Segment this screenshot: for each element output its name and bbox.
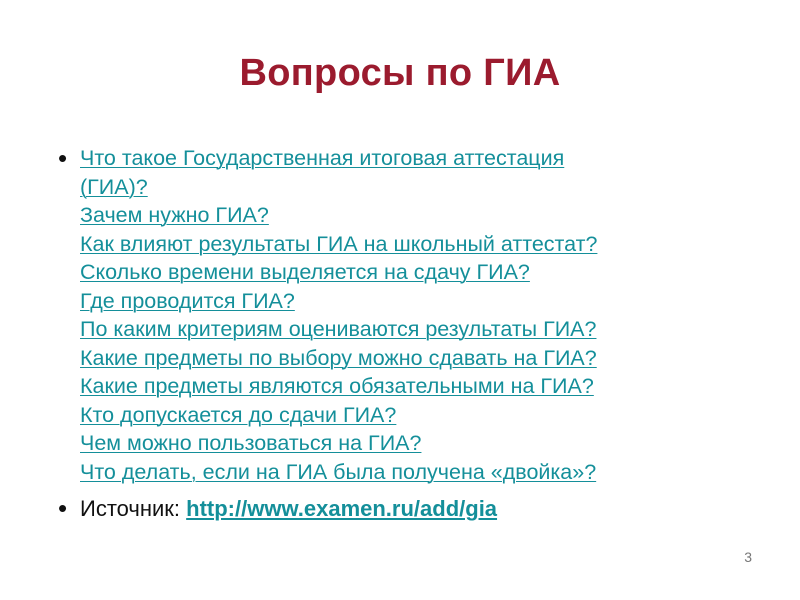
source-link[interactable]: http://www.examen.ru/add/gia	[186, 496, 498, 521]
question-link[interactable]: (ГИА)?	[80, 174, 148, 199]
question-link[interactable]: Какие предметы являются обязательными на ГИА?	[80, 374, 594, 398]
question-link[interactable]: Где проводится ГИА?	[80, 288, 295, 313]
slide-title: Вопросы по ГИА	[239, 52, 561, 94]
question-link[interactable]: Зачем нужно ГИА?	[80, 203, 269, 227]
question-list	[80, 144, 758, 486]
bullet-dot-icon: •	[58, 493, 68, 523]
source-label: Источник:	[80, 496, 187, 521]
question-link[interactable]: Что делать, если на ГИА была получена «двойка»?	[80, 459, 597, 484]
question-link[interactable]: По каким критериям оцениваются результаты ГИА?	[80, 317, 597, 341]
question-link[interactable]: Чем можно пользоваться на ГИА?	[80, 431, 422, 455]
questions-bullet	[58, 144, 758, 486]
question-link[interactable]: Кто допускается до сдачи ГИА?	[80, 402, 397, 427]
bullet-dot-icon: •	[58, 143, 68, 173]
page-number: 3	[744, 549, 752, 565]
question-link[interactable]: Сколько времени выделяется на сдачу ГИА?	[80, 260, 530, 284]
source-bullet	[58, 494, 758, 524]
question-link[interactable]: Как влияют результаты ГИА на школьный аттестат?	[80, 231, 598, 256]
question-link[interactable]: Что такое Государственная итоговая аттестация	[80, 146, 565, 170]
slide-content	[58, 144, 758, 524]
question-link[interactable]: Какие предметы по выбору можно сдавать на ГИА?	[80, 345, 597, 370]
